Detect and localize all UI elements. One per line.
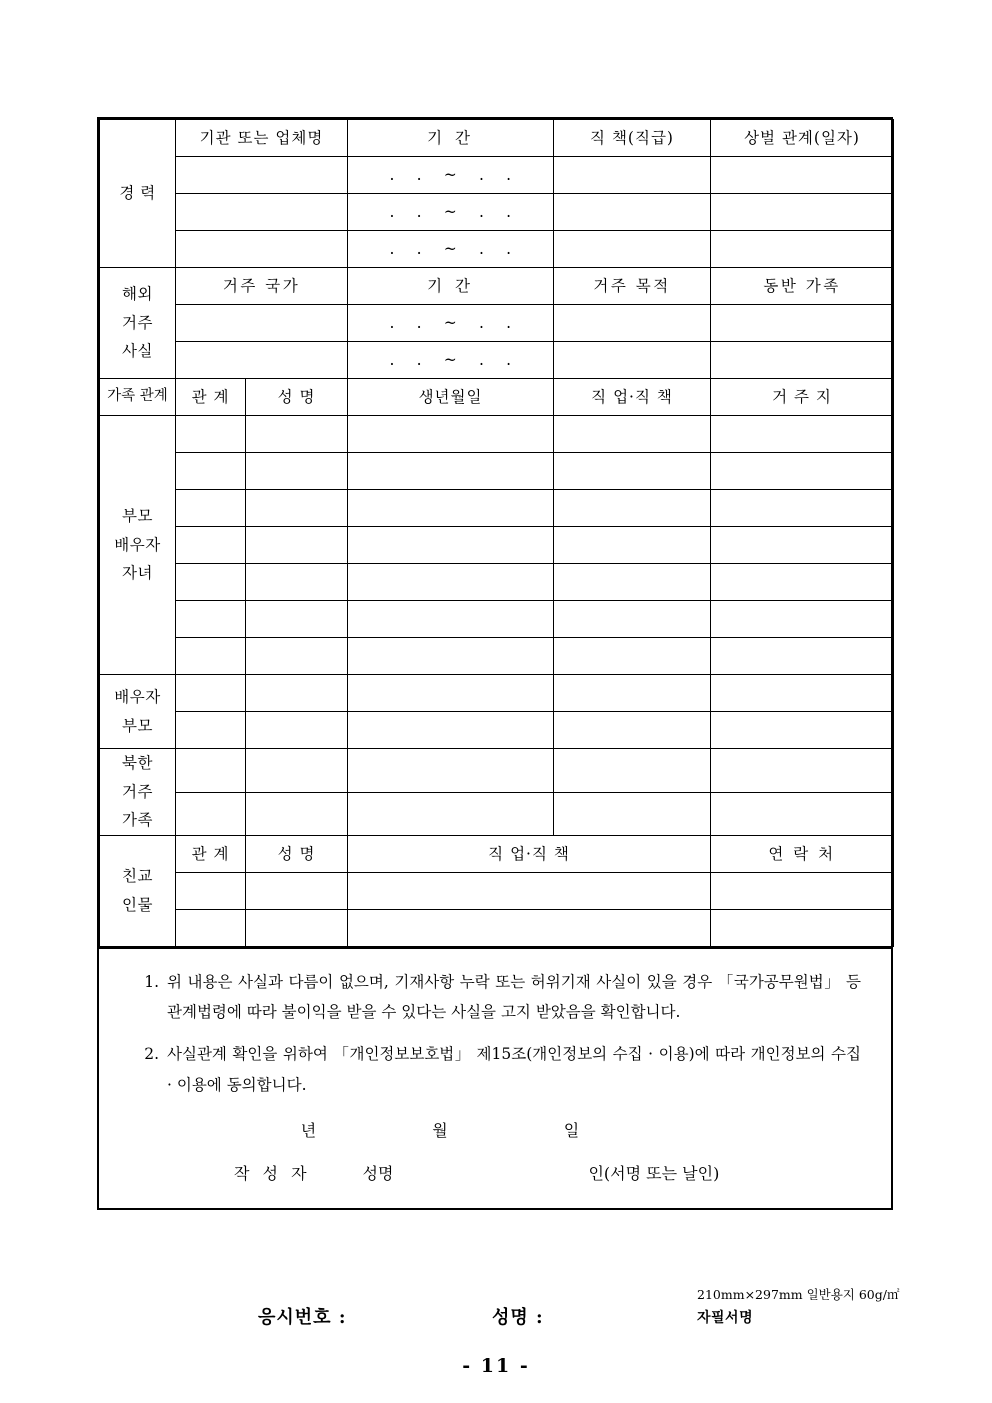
family-relation-cell[interactable] xyxy=(176,675,246,712)
career-period-cell[interactable]: . . ~ . . xyxy=(348,157,554,194)
career-position-cell[interactable] xyxy=(554,157,711,194)
family-name-cell[interactable] xyxy=(246,675,348,712)
date-month-label[interactable]: 월 xyxy=(432,1120,448,1140)
family-occupation-cell[interactable] xyxy=(554,564,711,601)
career-position-cell[interactable] xyxy=(554,231,711,268)
acquaintance-contact-cell[interactable] xyxy=(711,910,894,947)
overseas-row xyxy=(100,342,894,379)
family-residence-cell[interactable] xyxy=(711,712,894,749)
acquaintance-section-label: 친교 인물 xyxy=(100,836,176,947)
acquaintance-name-cell[interactable] xyxy=(246,910,348,947)
family-header-name: 성 명 xyxy=(246,379,348,416)
family-row xyxy=(100,453,894,490)
family-occupation-cell[interactable] xyxy=(554,638,711,675)
family-residence-cell[interactable] xyxy=(711,564,894,601)
declaration-item-1-text: 위 내용은 사실과 다름이 없으며, 기재사항 누락 또는 허위기재 사실이 있을 경우 「국가공무원법」 등 관계법령에 따라 불이익을 받을 수 있다는 사실을 고지 받았음을 확인합니다. xyxy=(167,973,861,1022)
career-org-cell[interactable] xyxy=(176,157,348,194)
family-residence-cell[interactable] xyxy=(711,601,894,638)
signature-author-label: 작 성 자 xyxy=(234,1163,311,1183)
personal-history-form xyxy=(97,117,893,1210)
family-relation-cell[interactable] xyxy=(176,792,246,836)
overseas-purpose-cell[interactable] xyxy=(554,342,711,379)
family-row xyxy=(100,416,894,453)
acquaintance-header-occupation: 직 업·직 책 xyxy=(348,836,711,873)
overseas-header-country: 거주 국가 xyxy=(176,268,348,305)
acquaintance-header-contact: 연 락 처 xyxy=(711,836,894,873)
acquaintance-header-name: 성 명 xyxy=(246,836,348,873)
form-grid xyxy=(99,119,894,947)
career-position-cell[interactable] xyxy=(554,194,711,231)
family-birthdate-cell[interactable] xyxy=(348,564,554,601)
declaration-item-2-text: 사실관계 확인을 위하여 「개인정보보호법」 제15조(개인정보의 수집 · 이용)에 따라 개인정보의 수집 · 이용에 동의합니다. xyxy=(167,1045,861,1094)
family-residence-cell[interactable] xyxy=(711,527,894,564)
family-occupation-cell[interactable] xyxy=(554,490,711,527)
career-period-cell[interactable]: . . ~ . . xyxy=(348,194,554,231)
declaration-item-1-number: 1. xyxy=(144,973,159,992)
family-relation-cell[interactable] xyxy=(176,712,246,749)
family-row xyxy=(100,712,894,749)
declaration-block xyxy=(99,947,891,1208)
family-row xyxy=(100,675,894,712)
overseas-family-cell[interactable] xyxy=(711,342,894,379)
family-birthdate-cell[interactable] xyxy=(348,749,554,793)
family-group-label-nk-family: 북한 거주 가족 xyxy=(100,749,176,836)
career-org-cell[interactable] xyxy=(176,194,348,231)
acquaintance-occupation-cell[interactable] xyxy=(348,873,711,910)
family-name-cell[interactable] xyxy=(246,564,348,601)
self-signature-label: 자필서명 xyxy=(697,1310,754,1326)
family-header-birthdate: 생년월일 xyxy=(348,379,554,416)
family-header-relation: 관 계 xyxy=(176,379,246,416)
family-relation-cell[interactable] xyxy=(176,527,246,564)
family-relation-cell[interactable] xyxy=(176,416,246,453)
family-birthdate-cell[interactable] xyxy=(348,638,554,675)
acquaintance-occupation-cell[interactable] xyxy=(348,910,711,947)
family-occupation-cell[interactable] xyxy=(554,712,711,749)
overseas-header-family: 동반 가족 xyxy=(711,268,894,305)
family-relation-cell[interactable] xyxy=(176,453,246,490)
career-row xyxy=(100,231,894,268)
family-name-cell[interactable] xyxy=(246,453,348,490)
family-relation-cell[interactable] xyxy=(176,564,246,601)
family-residence-cell[interactable] xyxy=(711,416,894,453)
family-header-residence: 거 주 지 xyxy=(711,379,894,416)
overseas-section-label: 해외 거주 사실 xyxy=(100,268,176,379)
date-entry-line xyxy=(129,1118,861,1141)
family-name-cell[interactable] xyxy=(246,712,348,749)
family-relation-cell[interactable] xyxy=(176,601,246,638)
acquaintance-name-cell[interactable] xyxy=(246,873,348,910)
acquaintance-contact-cell[interactable] xyxy=(711,873,894,910)
family-name-cell[interactable] xyxy=(246,527,348,564)
family-birthdate-cell[interactable] xyxy=(348,712,554,749)
career-header-org: 기관 또는 업체명 xyxy=(176,120,348,157)
family-occupation-cell[interactable] xyxy=(554,527,711,564)
exam-number-label[interactable]: 응시번호 : xyxy=(258,1307,347,1328)
family-relation-cell[interactable] xyxy=(176,638,246,675)
family-occupation-cell[interactable] xyxy=(554,749,711,793)
family-occupation-cell[interactable] xyxy=(554,792,711,836)
overseas-header-row xyxy=(100,268,894,305)
career-row xyxy=(100,157,894,194)
family-name-cell[interactable] xyxy=(246,601,348,638)
overseas-family-cell[interactable] xyxy=(711,305,894,342)
career-award-cell[interactable] xyxy=(711,231,894,268)
family-row xyxy=(100,564,894,601)
family-row xyxy=(100,749,894,793)
family-row xyxy=(100,601,894,638)
page-number: - 11 - xyxy=(462,1355,530,1377)
acquaintance-header-relation: 관 계 xyxy=(176,836,246,873)
career-header-award: 상벌 관계(일자) xyxy=(711,120,894,157)
acquaintance-header-row xyxy=(100,836,894,873)
overseas-period-cell[interactable]: . . ~ . . xyxy=(348,342,554,379)
family-residence-cell[interactable] xyxy=(711,638,894,675)
signature-name-label[interactable]: 성명 xyxy=(362,1163,394,1183)
declaration-item-2 xyxy=(129,1039,861,1099)
family-birthdate-cell[interactable] xyxy=(348,490,554,527)
family-birthdate-cell[interactable] xyxy=(348,527,554,564)
overseas-header-purpose: 거주 목적 xyxy=(554,268,711,305)
family-header-row xyxy=(100,379,894,416)
family-occupation-cell[interactable] xyxy=(554,416,711,453)
family-birthdate-cell[interactable] xyxy=(348,453,554,490)
career-header-period: 기 간 xyxy=(348,120,554,157)
family-residence-cell[interactable] xyxy=(711,792,894,836)
signature-seal-label[interactable]: 인(서명 또는 날인) xyxy=(588,1163,720,1183)
family-birthdate-cell[interactable] xyxy=(348,601,554,638)
career-row xyxy=(100,194,894,231)
acquaintance-relation-cell[interactable] xyxy=(176,910,246,947)
date-day-label[interactable]: 일 xyxy=(563,1120,580,1140)
overseas-header-period: 기 간 xyxy=(348,268,554,305)
overseas-row xyxy=(100,305,894,342)
family-name-cell[interactable] xyxy=(246,749,348,793)
acquaintance-row xyxy=(100,910,894,947)
overseas-period-cell[interactable]: . . ~ . . xyxy=(348,305,554,342)
acquaintance-row xyxy=(100,873,894,910)
family-name-cell[interactable] xyxy=(246,490,348,527)
family-name-cell[interactable] xyxy=(246,416,348,453)
family-residence-cell[interactable] xyxy=(711,749,894,793)
family-group-label-parents: 부모 배우자 자녀 xyxy=(100,416,176,675)
family-name-cell[interactable] xyxy=(246,638,348,675)
family-residence-cell[interactable] xyxy=(711,675,894,712)
family-row xyxy=(100,490,894,527)
career-section-label: 경 력 xyxy=(100,120,176,268)
family-relation-cell[interactable] xyxy=(176,490,246,527)
overseas-country-cell[interactable] xyxy=(176,305,348,342)
family-birthdate-cell[interactable] xyxy=(348,792,554,836)
family-row xyxy=(100,792,894,836)
applicant-name-label[interactable]: 성명 : xyxy=(492,1307,544,1328)
family-occupation-cell[interactable] xyxy=(554,601,711,638)
family-birthdate-cell[interactable] xyxy=(348,416,554,453)
family-section-label: 가족 관계 xyxy=(100,379,176,416)
date-year-label[interactable]: 년 xyxy=(300,1120,317,1140)
paper-spec-text: 210mm×297mm 일반용지 60g/㎡ xyxy=(697,1287,900,1302)
family-residence-cell[interactable] xyxy=(711,453,894,490)
overseas-country-cell[interactable] xyxy=(176,342,348,379)
signature-line xyxy=(129,1161,861,1184)
career-header-position: 직 책(직급) xyxy=(554,120,711,157)
career-period-cell[interactable]: . . ~ . . xyxy=(348,231,554,268)
family-row xyxy=(100,638,894,675)
family-name-cell[interactable] xyxy=(246,792,348,836)
career-award-cell[interactable] xyxy=(711,157,894,194)
family-relation-cell[interactable] xyxy=(176,749,246,793)
career-award-cell[interactable] xyxy=(711,194,894,231)
family-row xyxy=(100,527,894,564)
family-header-occupation: 직 업·직 책 xyxy=(554,379,711,416)
overseas-purpose-cell[interactable] xyxy=(554,305,711,342)
career-header-row xyxy=(100,120,894,157)
family-birthdate-cell[interactable] xyxy=(348,675,554,712)
family-occupation-cell[interactable] xyxy=(554,453,711,490)
family-occupation-cell[interactable] xyxy=(554,675,711,712)
family-residence-cell[interactable] xyxy=(711,490,894,527)
career-org-cell[interactable] xyxy=(176,231,348,268)
declaration-item-2-number: 2. xyxy=(144,1045,159,1064)
acquaintance-relation-cell[interactable] xyxy=(176,873,246,910)
declaration-item-1 xyxy=(129,967,861,1027)
family-group-label-spouse-parents: 배우자 부모 xyxy=(100,675,176,749)
